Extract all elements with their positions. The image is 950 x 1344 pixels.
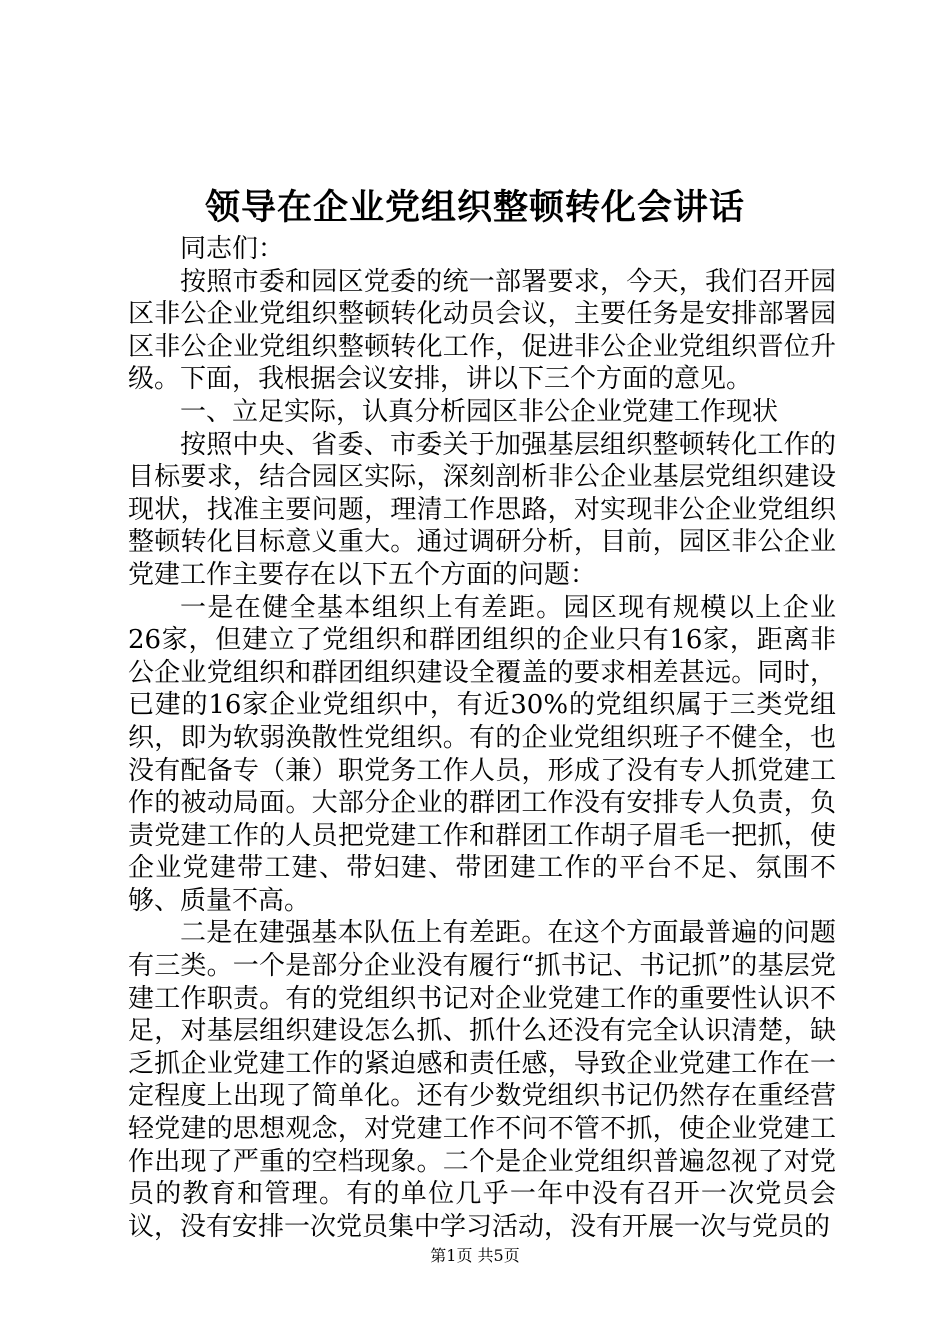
body-paragraph: 一是在健全基本组织上有差距。园区现有规模以上企业26家，但建立了党组织和群团组织的企业只有16家，距离非公企业党组织和群团组织建设全覆盖的要求相差甚远。同时，已建的16家企业党组织中，有近30%的党组织属于三类党组织，即为软弱涣散性党组织。有的企业党组织班子不健全，也没有配备专（兼）职党务工作人员，形成了没有专人抓党建工作的被动局面。大部分企业的群团工作没有安排专人负责，负责党建工作的人员把党建工作和群团工作胡子眉毛一把抓，使企业党建带工建、带妇建、带团建工作的平台不足、氛围不够、质量不高。 [128, 592, 836, 916]
salutation-paragraph: 同志们： [180, 234, 285, 264]
document-title: 领导在企业党组织整顿转化会讲话 [204, 187, 745, 228]
document-body [128, 233, 836, 1243]
body-paragraph: 按照中央、省委、市委关于加强基层组织整顿转化工作的目标要求，结合园区实际，深刻剖析非公企业基层党组织建设现状，找准主要问题，理清工作思路，对实现非公企业党组织整顿转化目标意义重大。通过调研分析，目前，园区非公企业党建工作主要存在以下五个方面的问题： [128, 429, 836, 590]
body-paragraph: 二是在建强基本队伍上有差距。在这个方面最普遍的问题有三类。一个是部分企业没有履行“抓书记、书记抓”的基层党建工作职责。有的党组织书记对企业党建工作的重要性认识不足，对基层组织建设怎么抓、抓什么还没有完全认识清楚，缺乏抓企业党建工作的紧迫感和责任感，导致企业党建工作在一定程度上出现了简单化。还有少数党组织书记仍然存在重经营轻党建的思想观念，对党建工作不问不管不抓，使企业党建工作出现了严重的空档现象。二个是企业党组织普遍忽视了对党员的教育和管理。有的单位几乎一年中没有召开一次党员会议，没有安排一次党员集中学习活动，没有开展一次与党员的 [128, 918, 836, 1242]
page-footer: 第1页 共5页 [430, 1246, 520, 1265]
intro-paragraph: 按照市委和园区党委的统一部署要求，今天，我们召开园区非公企业党组织整顿转化动员会议，主要任务是安排部署园区非公企业党组织整顿转化工作，促进非公企业党组织晋位升级。下面，我根据会议安排，讲以下三个方面的意见。 [128, 266, 836, 395]
section-heading: 一、立足实际，认真分析园区非公企业党建工作现状 [180, 396, 779, 427]
